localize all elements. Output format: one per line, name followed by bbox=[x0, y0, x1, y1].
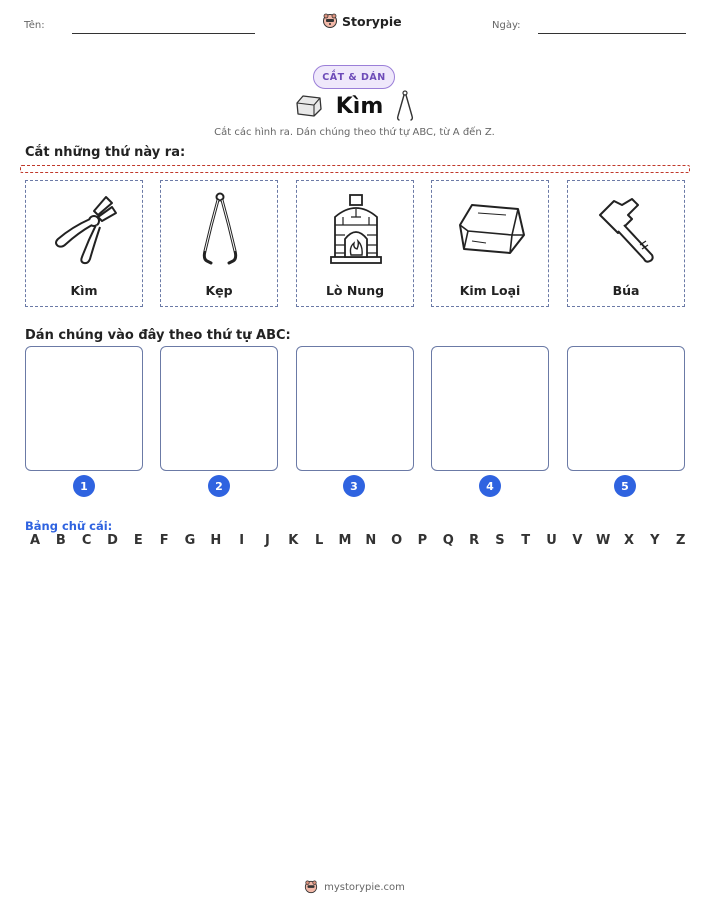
storypie-mascot-icon bbox=[322, 13, 338, 29]
alphabet-letter: G bbox=[184, 533, 196, 548]
number-badge-2: 2 bbox=[208, 475, 230, 497]
footer bbox=[0, 880, 709, 894]
cut-card-kep[interactable] bbox=[160, 180, 278, 307]
card-label: Kẹp bbox=[205, 283, 233, 298]
name-line[interactable] bbox=[72, 33, 255, 34]
cut-heading: Cắt những thứ này ra: bbox=[25, 145, 186, 160]
paste-box-5[interactable] bbox=[567, 346, 685, 471]
alphabet-letter: R bbox=[469, 533, 480, 548]
number-badge-1: 1 bbox=[73, 475, 95, 497]
storypie-mascot-icon bbox=[304, 880, 318, 894]
cut-card-bua[interactable] bbox=[567, 180, 685, 307]
alphabet-letter: F bbox=[159, 533, 169, 548]
alphabet-letter: C bbox=[81, 533, 92, 548]
title-row bbox=[0, 90, 709, 122]
alphabet-letter: K bbox=[288, 533, 299, 548]
cut-card-kim[interactable] bbox=[25, 180, 143, 307]
alphabet-letter: I bbox=[239, 533, 245, 548]
alphabet-letter: H bbox=[210, 533, 222, 548]
alphabet-letter: M bbox=[338, 533, 352, 548]
date-line[interactable] bbox=[538, 33, 686, 34]
metal-ingot-icon bbox=[456, 191, 526, 271]
paste-box-4[interactable] bbox=[431, 346, 549, 471]
hammer-icon bbox=[592, 191, 662, 271]
alphabet-letter: B bbox=[55, 533, 66, 548]
cut-card-lo-nung[interactable] bbox=[296, 180, 414, 307]
alphabet-letter: Z bbox=[675, 533, 686, 548]
pliers-icon bbox=[50, 191, 120, 271]
cut-card-kim-loai[interactable] bbox=[431, 180, 549, 307]
instructions: Cắt các hình ra. Dán chúng theo thứ tự ABC, từ A đến Z. bbox=[214, 127, 495, 138]
date-label: Ngày: bbox=[492, 20, 521, 31]
alphabet-letter: V bbox=[572, 533, 583, 548]
card-label: Kìm bbox=[70, 283, 98, 298]
alphabet-title: Bảng chữ cái: bbox=[25, 519, 113, 533]
alphabet-letter: Q bbox=[442, 533, 454, 548]
card-label: Kim Loại bbox=[459, 283, 521, 298]
alphabet-letter: E bbox=[133, 533, 143, 548]
paste-box-1[interactable] bbox=[25, 346, 143, 471]
tongs-icon bbox=[395, 90, 415, 122]
number-badge-3: 3 bbox=[343, 475, 365, 497]
alphabet-letter: A bbox=[29, 533, 41, 548]
page-title: Kìm bbox=[335, 93, 384, 119]
tongs-icon bbox=[185, 191, 255, 271]
alphabet-letter: J bbox=[265, 533, 270, 548]
alphabet-letter: L bbox=[314, 533, 324, 548]
alphabet-letter: N bbox=[365, 533, 377, 548]
alphabet-letter: X bbox=[624, 533, 635, 548]
alphabet-row bbox=[25, 533, 691, 548]
brand-logo bbox=[322, 13, 402, 29]
alphabet-letter: P bbox=[417, 533, 428, 548]
paste-heading: Dán chúng vào đây theo thứ tự ABC: bbox=[25, 328, 291, 343]
brand-name: Storypie bbox=[342, 13, 402, 29]
alphabet-letter: U bbox=[546, 533, 557, 548]
alphabet-letter: O bbox=[391, 533, 403, 548]
kiln-icon bbox=[321, 191, 391, 271]
name-label: Tên: bbox=[24, 20, 45, 31]
cut-line bbox=[20, 165, 690, 173]
paste-box-3[interactable] bbox=[296, 346, 414, 471]
alphabet-letter: Y bbox=[650, 533, 660, 548]
alphabet-letter: W bbox=[596, 533, 611, 548]
alphabet-letter: D bbox=[107, 533, 118, 548]
alphabet-letter: T bbox=[521, 533, 531, 548]
number-badge-5: 5 bbox=[614, 475, 636, 497]
paste-box-2[interactable] bbox=[160, 346, 278, 471]
number-badge-4: 4 bbox=[479, 475, 501, 497]
footer-url[interactable]: mystorypie.com bbox=[324, 881, 405, 893]
alphabet-letter: S bbox=[495, 533, 505, 548]
activity-badge: CẮT & DÁN bbox=[313, 65, 395, 89]
card-label: Lò Nung bbox=[325, 283, 385, 298]
metal-ingot-icon bbox=[294, 93, 324, 119]
card-label: Búa bbox=[612, 283, 640, 298]
